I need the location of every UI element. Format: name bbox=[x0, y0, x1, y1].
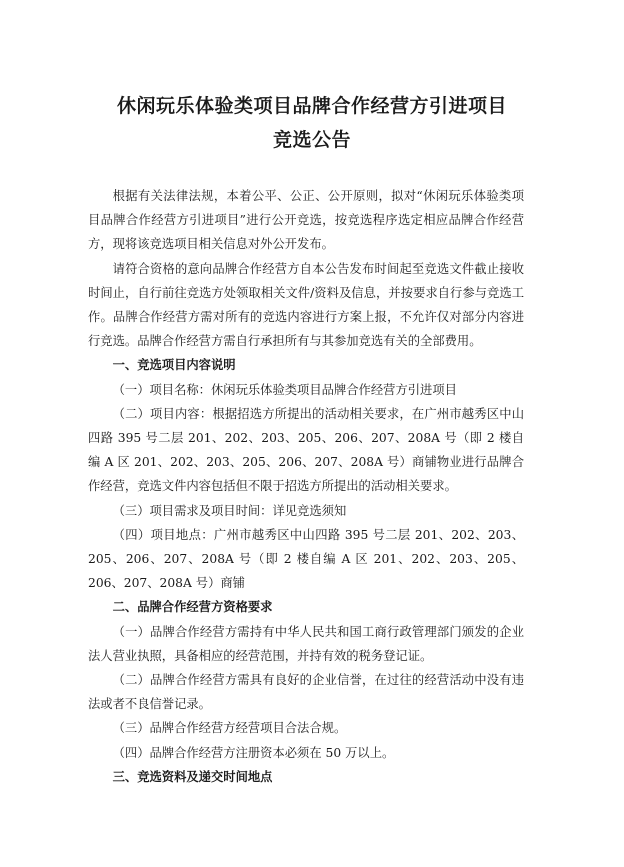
document-subtitle: 竞选公告 bbox=[272, 129, 351, 151]
section1-item-3: （三）项目需求及项目时间：详见竞选须知 bbox=[112, 503, 347, 518]
section2-item-3: （三）品牌合作经营方经营项目合法合规。 bbox=[112, 721, 347, 736]
intro-paragraph-1: 根据有关法律法规，本着公平、公正、公开原则，拟对“休闲玩乐体验类项目品牌合作经营方引进项目”进行公开竞选，按竞选程序选定相应品牌合作经营方，现将该竞选项目相关信息对外公开发布。 bbox=[88, 189, 524, 252]
section2-item-1: （一）品牌合作经营方需持有中华人民共和国工商行政管理部门颁发的企业法人营业执照，具备相应的经营范围，并持有效的税务登记证。 bbox=[88, 624, 524, 663]
section1-item-2: （二）项目内容：根据招选方所提出的活动相关要求，在广州市越秀区中山四路 395 号二层 201、202、203、205、206、207、208A 号（即 2 楼自编 A 区 201、202、203、205、206、207、208A 号）商铺物业进行品牌合作经营，竞选文件内容包括但不限于招选方所提出的活动相关要求。 bbox=[88, 406, 524, 494]
section2-item-2: （二）品牌合作经营方需具有良好的企业信誉，在过往的经营活动中没有违法或者不良信誉记录。 bbox=[88, 673, 524, 712]
document-body bbox=[88, 184, 524, 789]
section1-item-4: （四）项目地点：广州市越秀区中山四路 395 号二层 201、202、203、205、206、207、208A 号（即 2 楼自编 A 区 201、202、203、205、206、207、208A 号）商铺 bbox=[88, 527, 524, 591]
section1-item-1: （一）项目名称：休闲玩乐体验类项目品牌合作经营方引进项目 bbox=[112, 382, 457, 397]
section2-item-4: （四）品牌合作经营方注册资本必须在 50 万以上。 bbox=[112, 745, 395, 760]
intro-paragraph-2: 请符合资格的意向品牌合作经营方自本公告发布时间起至竞选文件截止接收时间止，自行前往竞选方处领取相关文件/资料及信息，并按要求自行参与竞选工作。品牌合作经营方需对所有的竞选内容进行方案上报，不允许仅对部分内容进行竞选。品牌合作经营方需自行承担所有与其参加竞选有关的全部费用。 bbox=[88, 261, 524, 349]
section-heading-2: 二、品牌合作经营方资格要求 bbox=[112, 599, 273, 615]
section-heading-3: 三、竞选资料及递交时间地点 bbox=[112, 768, 273, 784]
document-title: 休闲玩乐体验类项目品牌合作经营方引进项目 bbox=[116, 95, 507, 117]
section-heading-1: 一、竞选项目内容说明 bbox=[112, 357, 236, 373]
